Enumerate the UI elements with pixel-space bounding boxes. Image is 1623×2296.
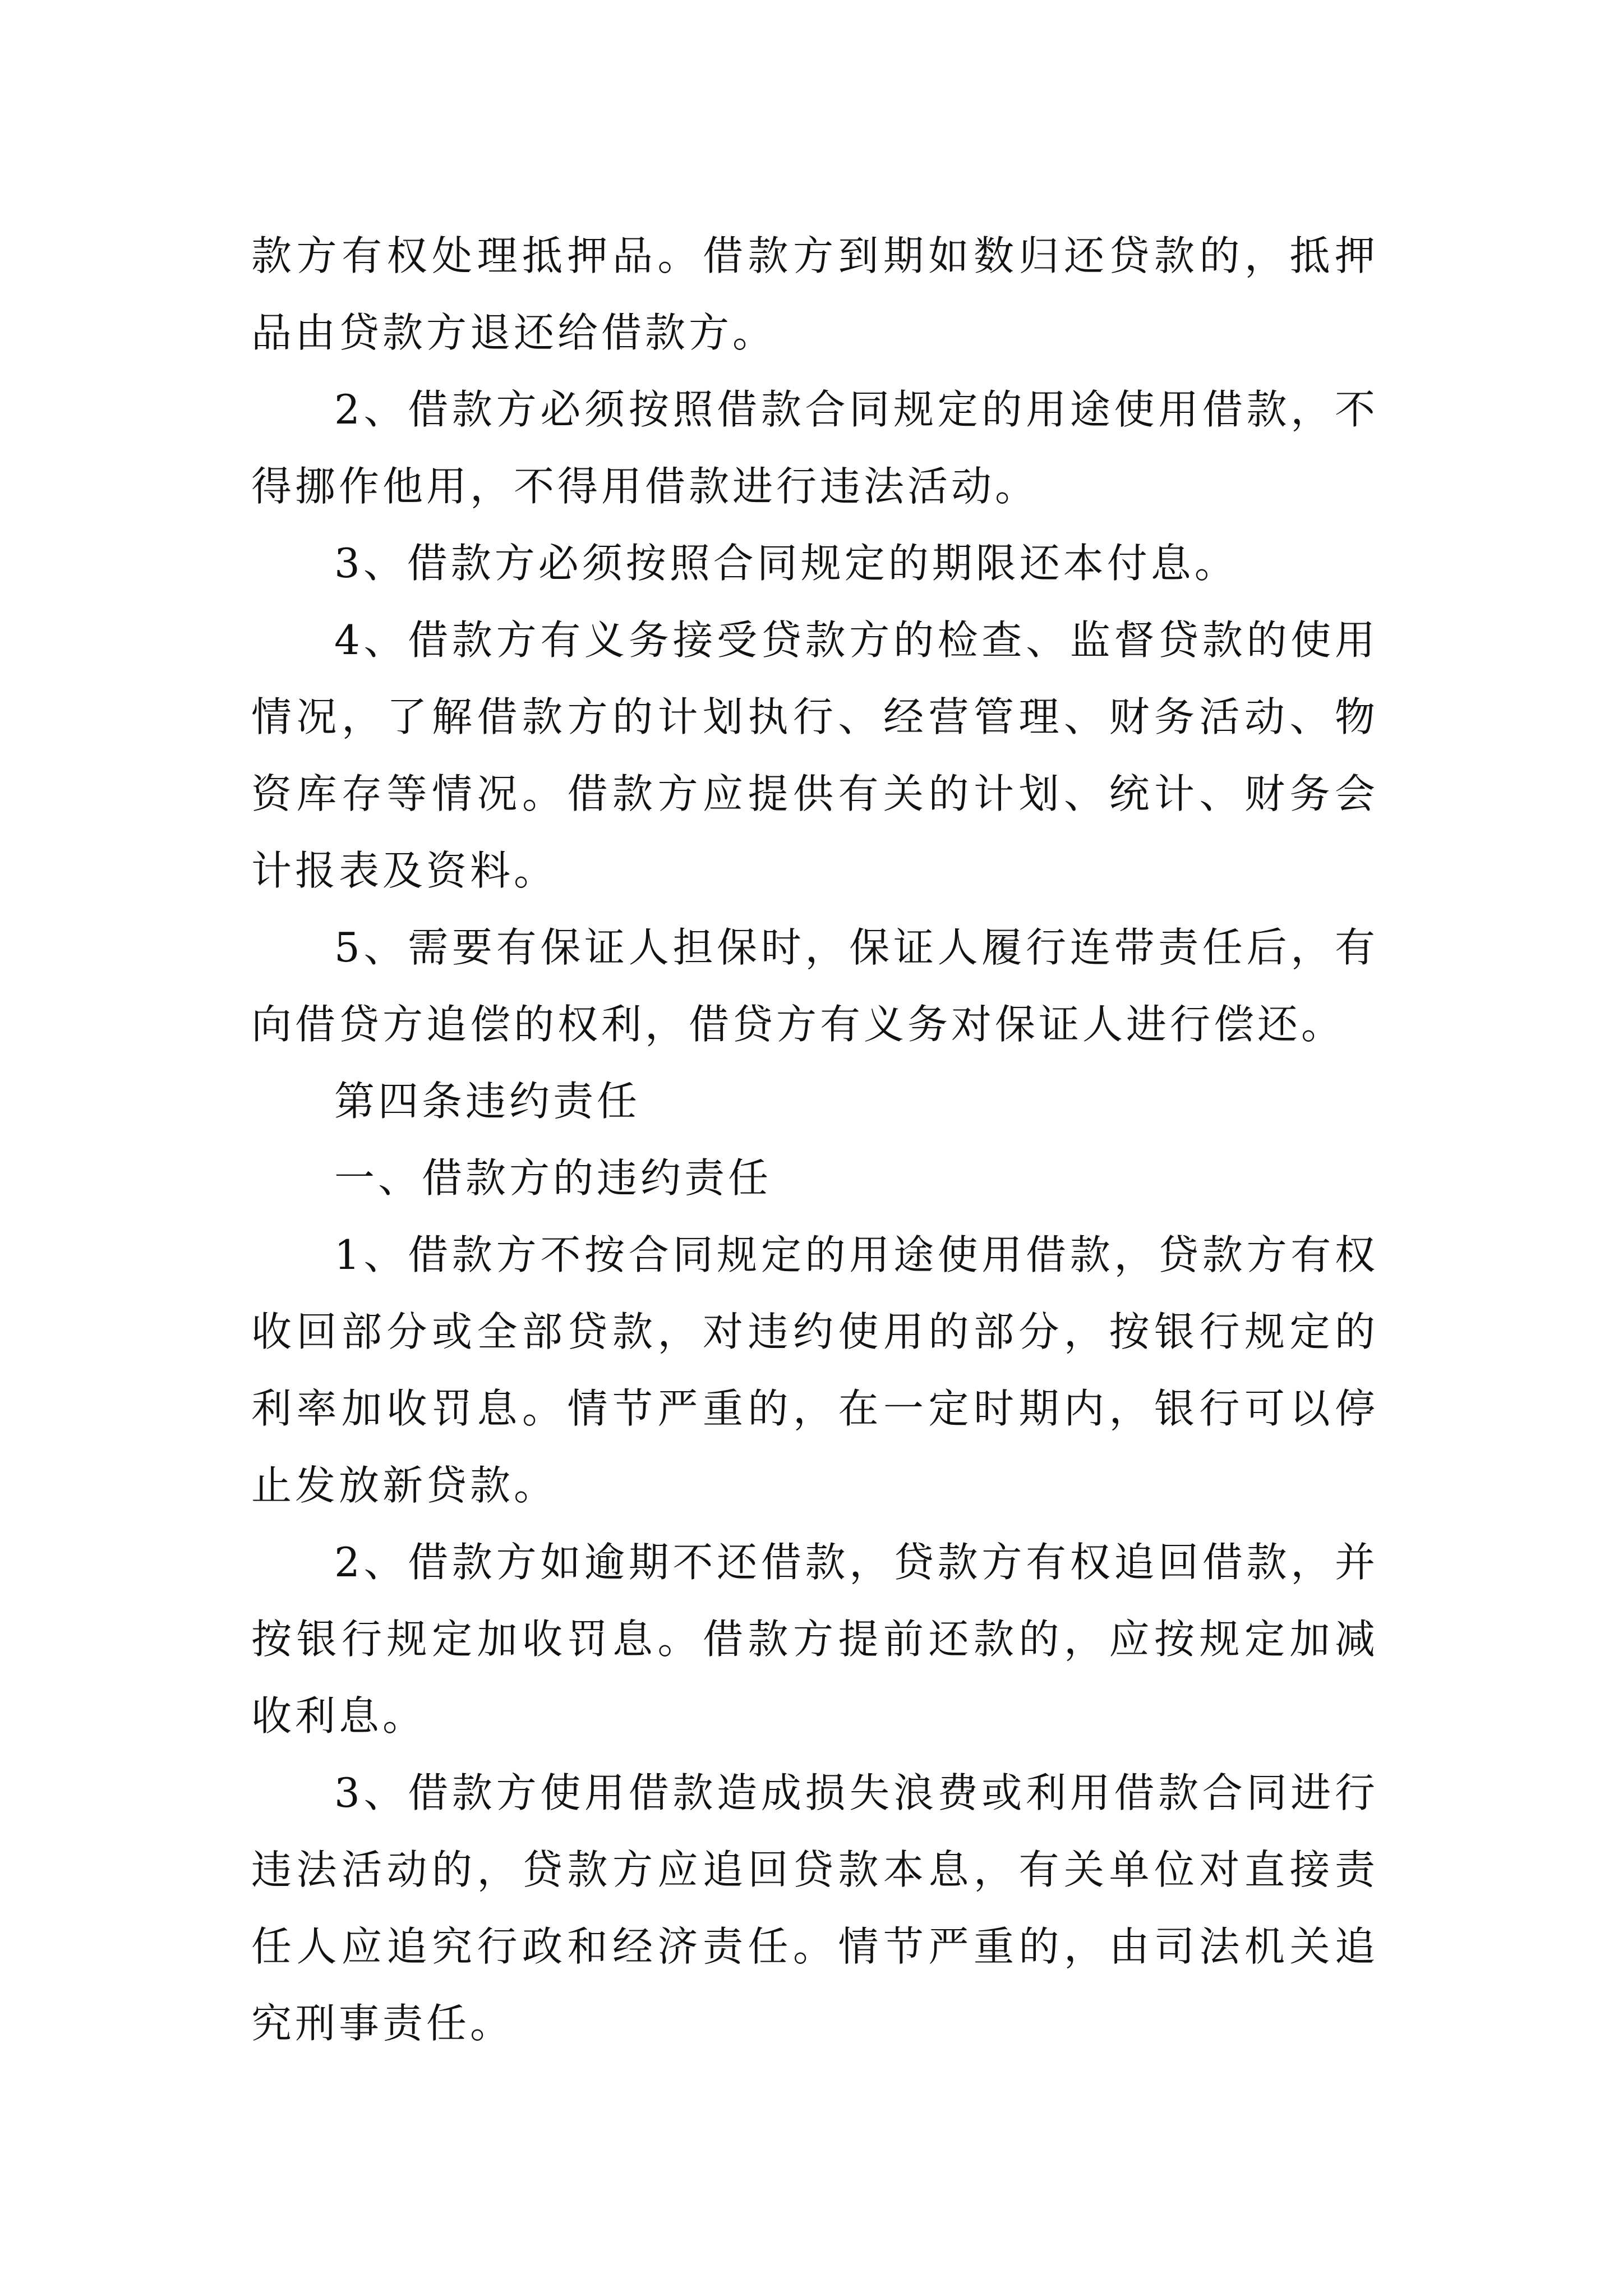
paragraph-liability-1: 1、借款方不按合同规定的用途使用借款，贷款方有权收回部分或全部贷款，对违约使用的部分，按银行规定的利率加收罚息。情节严重的，在一定时期内，银行可以停止发放新贷款。 (251, 1231, 1378, 1509)
paragraph-clause-5: 5、需要有保证人担保时，保证人履行连带责任后，有向借贷方追偿的权利，借贷方有义务对保证人进行偿还。 (251, 924, 1378, 1048)
paragraph-liability-2: 2、借款方如逾期不还借款，贷款方有权追回借款，并按银行规定加收罚息。借款方提前还款的，应按规定加减收利息。 (251, 1539, 1378, 1740)
paragraph-continuation: 款方有权处理抵押品。借款方到期如数归还贷款的，抵押品由贷款方退还给借款方。 (251, 232, 1378, 356)
subsection-heading-borrower-liability: 一、借款方的违约责任 (334, 1154, 772, 1202)
paragraph-clause-3: 3、借款方必须按照合同规定的期限还本付息。 (334, 540, 1238, 587)
paragraph-clause-2: 2、借款方必须按照借款合同规定的用途使用借款，不得挪作他用，不得用借款进行违法活动。 (251, 386, 1378, 510)
paragraph-liability-3: 3、借款方使用借款造成损失浪费或利用借款合同进行违法活动的，贷款方应追回贷款本息，有关单位对直接责任人应追究行政和经济责任。情节严重的，由司法机关追究刑事责任。 (251, 1769, 1378, 2047)
paragraph-clause-4: 4、借款方有义务接受贷款方的检查、监督贷款的使用情况，了解借款方的计划执行、经营管理、财务活动、物资库存等情况。借款方应提供有关的计划、统计、财务会计报表及资料。 (251, 616, 1378, 894)
section-heading-article-4: 第四条违约责任 (334, 1078, 641, 1125)
document-body (251, 218, 1378, 2062)
